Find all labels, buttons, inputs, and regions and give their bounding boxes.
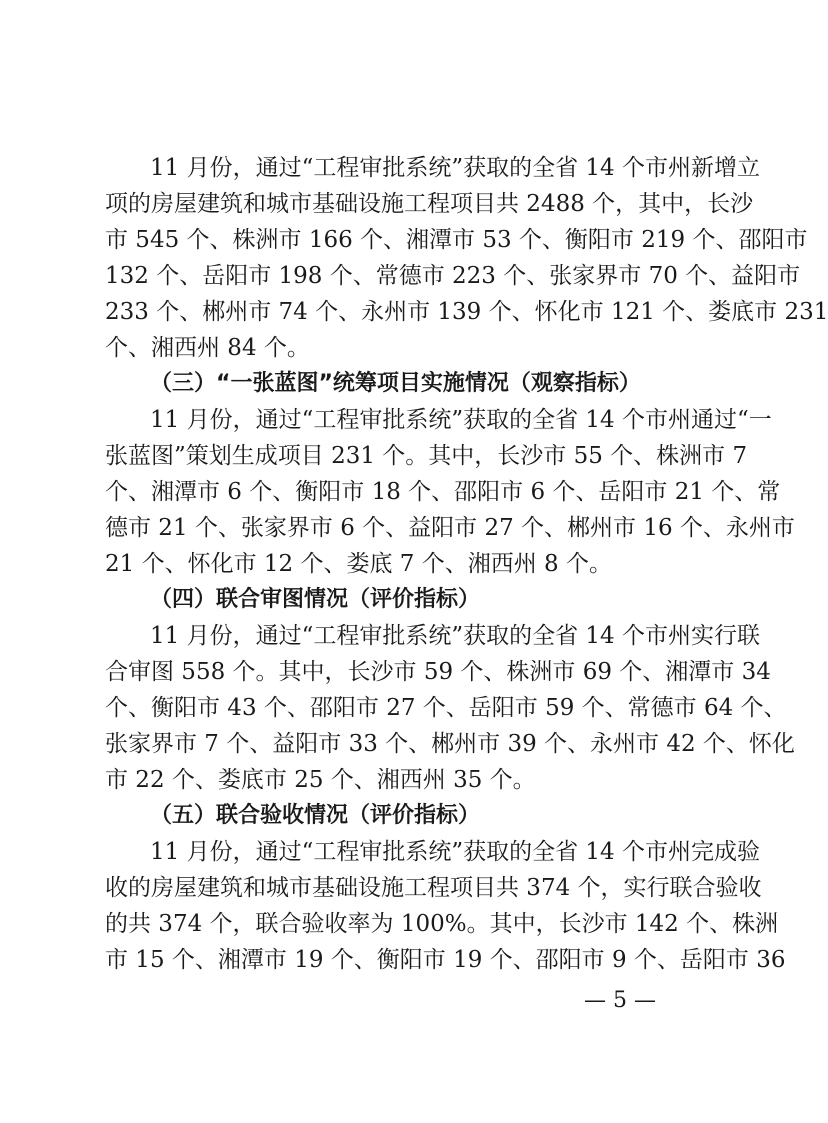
text-line: 个、湘潭市 6 个、衡阳市 18 个、邵阳市 6 个、岳阳市 21 个、常 (105, 479, 781, 505)
text-line: 个、湘西州 84 个。 (105, 335, 310, 361)
section-heading-4: （四）联合审图情况（评价指标） (150, 587, 481, 612)
text-line: 11 月份，通过“工程审批系统”获取的全省 14 个市州新增立 (150, 155, 760, 181)
text-line: 11 月份，通过“工程审批系统”获取的全省 14 个市州实行联 (150, 623, 760, 649)
text-line: 11 月份，通过“工程审批系统”获取的全省 14 个市州通过“一 (150, 407, 772, 433)
text-line: 233 个、郴州市 74 个、永州市 139 个、怀化市 121 个、娄底市 231 (105, 299, 828, 325)
text-line: 11 月份，通过“工程审批系统”获取的全省 14 个市州完成验 (150, 839, 760, 865)
text-line: 21 个、怀化市 12 个、娄底 7 个、湘西州 8 个。 (105, 551, 612, 577)
text-line: 项的房屋建筑和城市基础设施工程项目共 2488 个，其中，长沙 (105, 191, 754, 217)
text-line: 张蓝图”策划生成项目 231 个。其中，长沙市 55 个、株洲市 7 (105, 443, 748, 469)
text-line: 收的房屋建筑和城市基础设施工程项目共 374 个，实行联合验收 (105, 875, 762, 901)
text-line: 市 15 个、湘潭市 19 个、衡阳市 19 个、邵阳市 9 个、岳阳市 36 (105, 947, 786, 973)
text-line: 德市 21 个、张家界市 6 个、益阳市 27 个、郴州市 16 个、永州市 (105, 515, 795, 541)
text-line: 合审图 558 个。其中，长沙市 59 个、株洲市 69 个、湘潭市 34 (105, 659, 771, 685)
text-line: 个、衡阳市 43 个、邵阳市 27 个、岳阳市 59 个、常德市 64 个、 (105, 695, 787, 721)
text-line: 张家界市 7 个、益阳市 33 个、郴州市 39 个、永州市 42 个、怀化 (105, 731, 795, 757)
section-heading-5: （五）联合验收情况（评价指标） (150, 803, 481, 828)
text-line: 132 个、岳阳市 198 个、常德市 223 个、张家界市 70 个、益阳市 (105, 263, 801, 289)
text-line: 市 545 个、株洲市 166 个、湘潭市 53 个、衡阳市 219 个、邵阳市 (105, 227, 808, 253)
section-heading-3: （三）“一张蓝图”统筹项目实施情况（观察指标） (150, 371, 641, 396)
text-line: 市 22 个、娄底市 25 个、湘西州 35 个。 (105, 767, 536, 793)
page-number: — 5 — (584, 988, 656, 1013)
text-line: 的共 374 个，联合验收率为 100%。其中，长沙市 142 个、株洲 (105, 911, 779, 937)
